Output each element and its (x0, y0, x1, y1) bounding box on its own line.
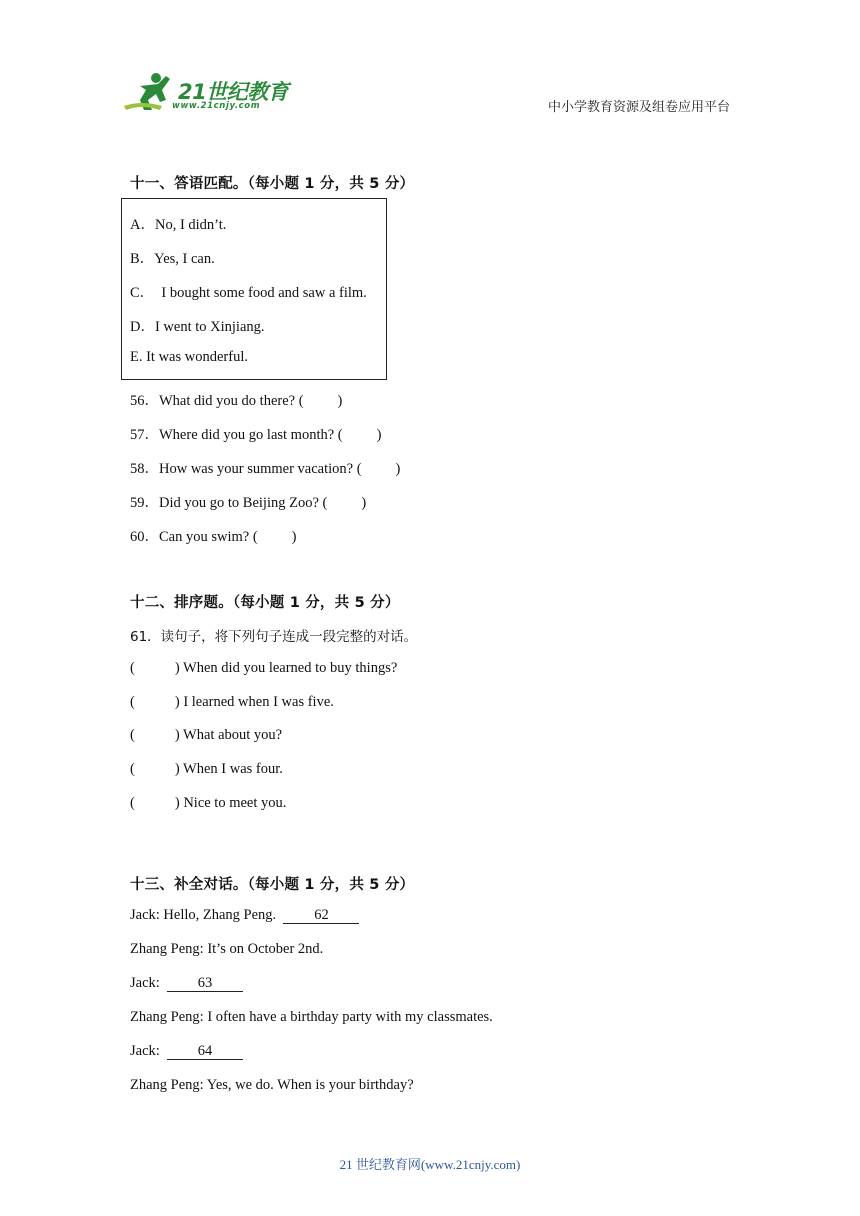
order-item: ( ) Nice to meet you. (130, 795, 287, 811)
dialogue-text: I often have a birthday party with my classmates. (207, 1009, 493, 1025)
option-e: E. It was wonderful. (130, 349, 248, 365)
fill-blank[interactable]: 62 (283, 908, 359, 924)
order-item: ( ) What about you? (130, 727, 283, 743)
question-text: Where did you go last month? ( (159, 427, 343, 443)
section-12-title: 十二、排序题。（每小题 1 分，共 5 分） (130, 595, 400, 611)
section-11-title: 十一、答语匹配。（每小题 1 分，共 5 分） (130, 176, 415, 192)
dialogue-text: Yes, we do. When is your birthday? (206, 1077, 414, 1093)
speaker: Zhang Peng: (130, 1077, 207, 1093)
section-13-title: 十三、补全对话。（每小题 1 分，共 5 分） (130, 877, 415, 893)
order-item-text: What about you? (183, 727, 283, 743)
question-number: 60． (130, 529, 159, 545)
close-paren: ) (395, 461, 401, 477)
question-text: What did you do there? ( (159, 393, 304, 409)
dialogue-line (130, 1009, 493, 1026)
close-paren: ) (337, 393, 343, 409)
fill-blank[interactable]: 63 (167, 976, 243, 992)
order-item-text: When I was four. (183, 761, 283, 777)
dialogue-text: Hello, Zhang Peng. (163, 907, 277, 923)
close-paren: ) (291, 529, 297, 545)
dialogue-line (130, 1077, 414, 1094)
question-number: 56． (130, 393, 159, 409)
footer-link[interactable]: 21 世纪教育网(www.21cnjy.com) (339, 1157, 521, 1172)
question-57 (130, 423, 381, 444)
close-paren: ) (376, 427, 382, 443)
option-c: C． I bought some food and saw a film. (130, 285, 367, 301)
site-logo (122, 70, 292, 116)
dialogue-line (130, 941, 323, 958)
option-a: A．No, I didn’t. (130, 217, 227, 233)
option-d: D．I went to Xinjiang. (130, 319, 265, 335)
question-58 (130, 457, 400, 478)
dialogue-line (130, 1043, 243, 1060)
option-b: B．Yes, I can. (130, 251, 215, 267)
question-60 (130, 525, 297, 546)
question-text: Did you go to Beijing Zoo? ( (159, 495, 328, 511)
dialogue-line (130, 907, 359, 924)
question-text: How was your summer vacation? ( (159, 461, 362, 477)
dialogue-text: It’s on October 2nd. (207, 941, 324, 957)
speaker: Jack: (130, 1043, 164, 1059)
close-paren: ) (361, 495, 367, 511)
logo-url: www.21cnjy.com (172, 101, 261, 111)
order-item: ( ) I learned when I was five. (130, 694, 334, 710)
question-56 (130, 389, 342, 410)
question-number: 57． (130, 427, 159, 443)
order-item-text: I learned when I was five. (183, 694, 334, 710)
order-item: ( ) When I was four. (130, 761, 283, 777)
section-12-instruction: 61．读句子，将下列句子连成一段完整的对话。 (130, 629, 418, 645)
speaker: Zhang Peng: (130, 941, 208, 957)
platform-label: 中小学教育资源及组卷应用平台 (547, 100, 730, 115)
speaker: Jack: (130, 975, 164, 991)
dialogue-line (130, 975, 243, 992)
order-item: ( ) When did you learned to buy things? (130, 660, 398, 676)
speaker: Zhang Peng: (130, 1009, 208, 1025)
question-number: 59． (130, 495, 159, 511)
logo-text: 21世纪教育 (178, 80, 289, 104)
fill-blank[interactable]: 64 (167, 1044, 243, 1060)
order-item-text: Nice to meet you. (183, 795, 287, 811)
order-item-text: When did you learned to buy things? (183, 660, 398, 676)
question-text: Can you swim? ( (159, 529, 258, 545)
question-number: 58． (130, 461, 159, 477)
speaker: Jack: (130, 907, 164, 923)
question-59 (130, 491, 366, 512)
